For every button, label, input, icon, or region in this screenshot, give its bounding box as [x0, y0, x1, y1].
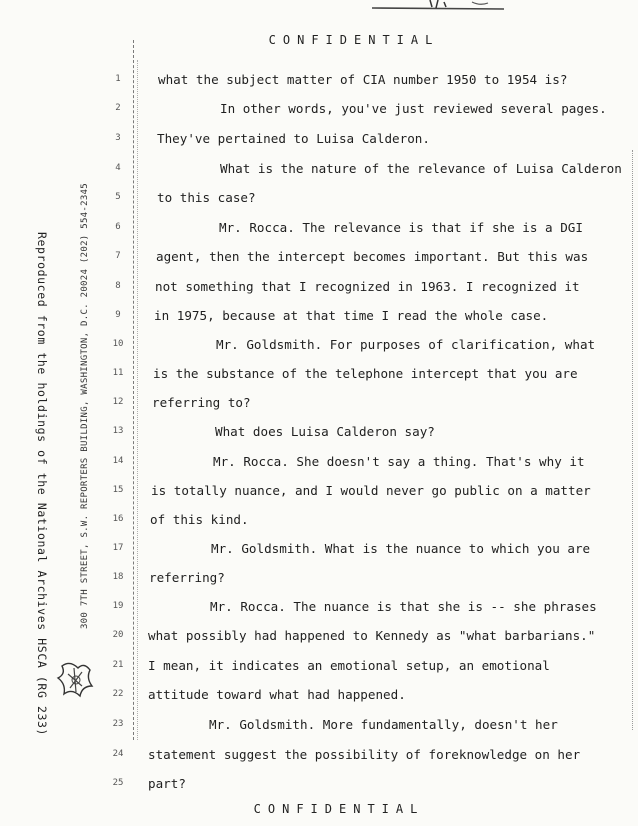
transcript-line: not something that I recognized in 1963. I recognized it [155, 279, 580, 294]
transcript-line: part? [148, 776, 186, 791]
line-number: 24 [112, 749, 124, 759]
transcript-line: what possibly had happened to Kennedy as "what barbarians." [148, 628, 596, 643]
right-edge-speckle [614, 150, 633, 730]
line-number: 3 [115, 133, 121, 143]
line-number: 16 [112, 514, 124, 524]
transcript-line: statement suggest the possibility of foreknowledge on her [148, 747, 581, 762]
transcript-line: In other words, you've just reviewed several pages. [220, 101, 607, 116]
line-number: 5 [115, 192, 121, 202]
transcript-line: Mr. Goldsmith. For purposes of clarification, what [216, 337, 596, 352]
header-confidential-stamp: CONFIDENTIAL [268, 33, 440, 47]
transcript-line: referring to? [152, 395, 251, 410]
transcript-line: what the subject matter of CIA number 1950 to 1954 is? [158, 72, 568, 87]
transcript-line: Mr. Goldsmith. More fundamentally, doesn't her [209, 717, 558, 732]
line-number: 12 [112, 397, 124, 407]
transcript-line: Mr. Rocca. The relevance is that if she is a DGI [219, 220, 583, 235]
line-number: 7 [115, 251, 121, 261]
line-number: 4 [115, 163, 121, 173]
archives-reproduction-note: Reproduced from the holdings of the National Archives HSCA (RG 233) [35, 232, 49, 737]
margin-rule-secondary [137, 60, 138, 740]
transcript-line: of this kind. [150, 512, 249, 527]
footer-confidential-stamp: CONFIDENTIAL [253, 802, 425, 816]
line-number: 25 [112, 778, 124, 788]
line-number: 23 [112, 719, 124, 729]
transcript-line: Mr. Goldsmith. What is the nuance to which you are [211, 541, 591, 556]
transcript-line: Mr. Rocca. The nuance is that she is -- she phrases [210, 599, 597, 614]
top-handwriting-mark [372, 0, 504, 14]
reporter-address-vertical: 300 7TH STREET, S.W. REPORTERS BUILDING, WASHINGTON, D.C. 20024 (202) 554-2345 [80, 183, 90, 630]
transcript-line: to this case? [157, 190, 256, 205]
line-number: 6 [115, 222, 121, 232]
transcript-line: in 1975, because at that time I read the whole case. [154, 308, 549, 323]
line-number: 21 [112, 660, 124, 670]
line-number: 18 [112, 572, 124, 582]
transcript-line: I mean, it indicates an emotional setup, an emotional [148, 658, 550, 673]
line-number: 10 [112, 339, 124, 349]
margin-rule [133, 40, 134, 740]
line-number: 9 [115, 310, 121, 320]
line-number: 20 [112, 630, 124, 640]
line-number: 17 [112, 543, 124, 553]
transcript-line: What is the nature of the relevance of Luisa Calderon [220, 161, 622, 176]
archives-seal-stamp [52, 656, 100, 704]
line-number: 2 [115, 103, 121, 113]
line-number: 1 [115, 74, 121, 84]
transcript-line: They've pertained to Luisa Calderon. [157, 131, 430, 146]
line-number: 14 [112, 456, 124, 466]
line-number: 8 [115, 281, 121, 291]
transcript-line: What does Luisa Calderon say? [215, 424, 435, 439]
line-number: 13 [112, 426, 124, 436]
transcript-line: agent, then the intercept becomes important. But this was [156, 249, 589, 264]
line-number: 19 [112, 601, 124, 611]
transcript-line: Mr. Rocca. She doesn't say a thing. That's why it [213, 454, 585, 469]
transcript-line: attitude toward what had happened. [148, 687, 406, 702]
line-number: 22 [112, 689, 124, 699]
line-number: 15 [112, 485, 124, 495]
transcript-line: referring? [149, 570, 225, 585]
transcript-line: is totally nuance, and I would never go public on a matter [151, 483, 591, 498]
line-number: 11 [112, 368, 124, 378]
transcript-line: is the substance of the telephone intercept that you are [153, 366, 578, 381]
